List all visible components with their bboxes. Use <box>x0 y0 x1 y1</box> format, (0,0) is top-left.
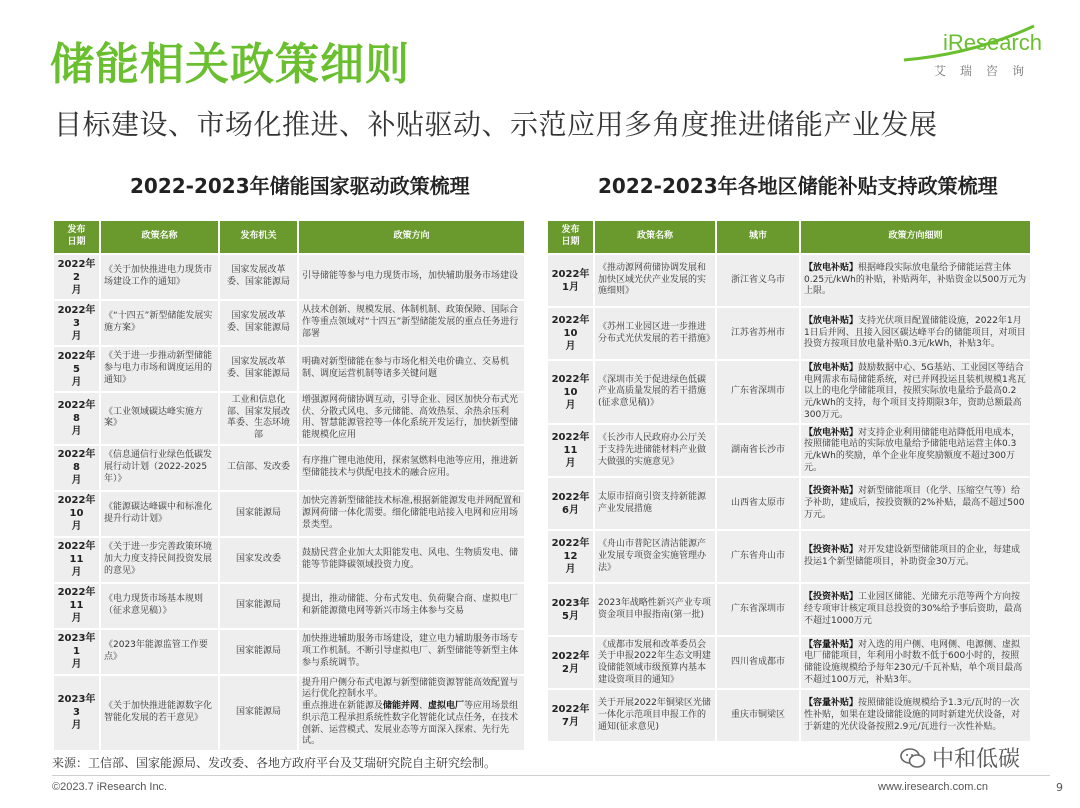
subsidy-type-tag: 【投资补贴】 <box>804 592 859 603</box>
date-cell: 2022年2月 <box>548 637 593 688</box>
date-cell: 2022年8 月 <box>54 446 99 490</box>
issuer-cell: 国家能源局 <box>220 630 297 674</box>
city-cell: 山西省太原市 <box>717 478 799 529</box>
city-cell: 浙江省义乌市 <box>717 255 799 306</box>
table-row <box>548 584 1030 635</box>
page-title: 储能相关政策细则 <box>50 39 410 90</box>
direction-cell: 鼓励民营企业加大太阳能发电、风电、生物质发电、储能等节能降碳领域投资力度。 <box>299 538 524 582</box>
policy-name-cell: 《推动源网荷储协调发展和加快区域光伏产业发展的实施细则》 <box>595 255 715 306</box>
issuer-cell: 国家发展改革委、国家能源局 <box>220 255 297 299</box>
table-row <box>54 446 524 490</box>
city-cell: 湖南省长沙市 <box>717 425 799 476</box>
direction-cell <box>801 308 1030 359</box>
watermark-text: 中和低碳 <box>932 747 1021 772</box>
header-city: 城市 <box>717 221 799 253</box>
footer-divider <box>52 775 1050 776</box>
policy-name-cell: 《苏州工业园区进一步推进分布式光伏发展的若干措施》 <box>595 308 715 359</box>
direction-text: 对开发建设新型储能项目的企业，每建成投运1个新型储能项目，补助资金30万元。 <box>804 545 1021 567</box>
table-row <box>54 492 524 536</box>
subsidy-type-tag: 【放电补贴】 <box>804 262 859 273</box>
table-row <box>54 255 524 299</box>
table-row <box>548 637 1030 688</box>
page-subtitle: 目标建设、市场化推进、补贴驱动、示范应用多角度推进储能产业发展 <box>54 108 938 141</box>
source-note: 来源：工信部、国家能源局、发改委、各地方政府平台及艾瑞研究院自主研究绘制。 <box>52 756 497 770</box>
policy-name-cell: 《关于加快推进电力现货市场建设工作的通知》 <box>101 255 218 299</box>
date-cell: 2023年5月 <box>548 584 593 635</box>
subsidy-type-tag: 【容量补贴】 <box>804 698 859 709</box>
national-policy-table <box>52 219 526 752</box>
direction-text: 等应用场景组织示范工程承担系统性数字化智能化试点任务，在技术创新、运营模式、发展业态等方面深入探索、先行先试。 <box>302 701 519 747</box>
date-cell: 2023年3 月 <box>54 676 99 750</box>
direction-cell <box>801 361 1030 423</box>
direction-text: 对入选的用户侧、电网侧、电源侧、虚拟电厂储能项目，年利用小时数不低于600小时的，按照储能设施规模给予每年230元/千瓦补贴，单个项目最高不超过100万元，补贴3年。 <box>804 639 1023 685</box>
table-row <box>548 690 1030 741</box>
policy-name-cell: 关于开展2022年铜梁区光储一体化示范项目申报工作的通知(征求意见) <box>595 690 715 741</box>
issuer-cell: 国家能源局 <box>220 676 297 750</box>
direction-cell <box>801 425 1030 476</box>
policy-name-cell: 《工业领域碳达峰实施方案》 <box>101 393 218 444</box>
table-row <box>548 478 1030 529</box>
website: www.iresearch.com.cn <box>878 781 989 793</box>
subsidy-type-tag: 【投资补贴】 <box>804 486 859 497</box>
direction-cell: 从技术创新、规模发展、体制机制、政策保障、国际合作等重点领域对“十四五”新型储能发展的重点任务进行部署 <box>299 301 524 345</box>
issuer-cell: 工业和信息化部、国家发展改革委、生态环境部 <box>220 393 297 444</box>
city-cell: 广东省深圳市 <box>717 361 799 423</box>
direction-cell <box>801 531 1030 582</box>
table-row <box>548 255 1030 306</box>
direction-text: 提升用户侧分布式电源与新型储能资源智能高效配置与运行优化控制水平。 重点推进在新能源及 <box>302 677 519 712</box>
direction-cell <box>801 255 1030 306</box>
date-cell: 2022年11 月 <box>54 538 99 582</box>
table-row <box>54 393 524 444</box>
header-issuer: 发布机关 <box>220 221 297 253</box>
copyright: ©2023.7 iResearch Inc. <box>52 781 168 793</box>
policy-name-cell: 《2023年能源监管工作要点》 <box>101 630 218 674</box>
date-cell: 2022年10 月 <box>548 361 593 423</box>
logo-cn: 艾瑞咨询 <box>933 64 1038 78</box>
right-section-title: 2022-2023年各地区储能补贴支持政策梳理 <box>598 174 998 198</box>
direction-cell: 增强源网荷储协调互动，引导企业、园区加快分布式光伏、分散式风电、多元储能、高效热泵、余热余压利用、智慧能源管控等一体化系统开发运行，加快新型储能规模化应用 <box>299 393 524 444</box>
city-cell: 重庆市铜梁区 <box>717 690 799 741</box>
policy-name-cell: 太原市招商引资支持新能源产业发展措施 <box>595 478 715 529</box>
table-row <box>548 531 1030 582</box>
direction-text: 根据峰段实际放电量给予储能运营主体0.25元/kWh的补贴，补贴两年，补贴资金以500万元为上限。 <box>804 262 1027 297</box>
policy-name-cell: 《成都市发展和改革委员会关于申报2022年生态文明建设储能领域市级预算内基本建设资项目的通知》 <box>595 637 715 688</box>
date-cell: 2022年2 月 <box>54 255 99 299</box>
date-cell: 2022年6月 <box>548 478 593 529</box>
direction-cell <box>801 690 1030 741</box>
policy-name-cell: 《能源碳达峰碳中和标准化提升行动计划》 <box>101 492 218 536</box>
issuer-cell: 工信部、发改委 <box>220 446 297 490</box>
table-row <box>54 676 524 750</box>
table-row <box>54 630 524 674</box>
direction-cell <box>299 676 524 750</box>
issuer-cell: 国家发改委 <box>220 538 297 582</box>
policy-name-cell: 《电力现货市场基本规则（征求意见稿）》 <box>101 584 218 628</box>
direction-cell: 提出，推动储能、分布式发电、负荷聚合商、虚拟电厂和新能源微电网等新兴市场主体参与交易 <box>299 584 524 628</box>
direction-highlight: 储能并网 <box>383 701 420 712</box>
direction-text: 鼓励数据中心、5G基站、工业园区等结合电网需求布局储能系统，对已并网投运且装机规模1兆瓦以上的电化学储能项目，按照实际放电量给予最高0.2元/kWh的支持，每个项目支持期限3年，资助总额最高300万元。 <box>804 363 1026 420</box>
direction-text: 按照储能设施规模给予1.3元/瓦时的一次性补贴，如果在建设储能设施的同时新建光伏设备，对于新建的光伏设备按照2.9元/瓦进行一次性补贴。 <box>804 698 1021 732</box>
issuer-cell: 国家发展改革委、国家能源局 <box>220 301 297 345</box>
date-cell: 2022年11 月 <box>548 425 593 476</box>
wechat-icon <box>900 747 926 769</box>
left-section-title: 2022-2023年储能国家驱动政策梳理 <box>130 174 470 198</box>
subsidy-type-tag: 【放电补贴】 <box>804 427 859 438</box>
policy-name-cell: 《深圳市关于促进绿色低碳产业高质量发展的若干措施(征求意见稿)》 <box>595 361 715 423</box>
issuer-cell: 国家能源局 <box>220 584 297 628</box>
policy-name-cell: 2023年战略性新兴产业专项资金项目申报指南(第一批) <box>595 584 715 635</box>
direction-cell: 加快完善新型储能技术标准,根据新能源发电并网配置和源网荷储一体化需要。细化储能电站接入电网和应用场景类型。 <box>299 492 524 536</box>
direction-cell <box>801 637 1030 688</box>
date-cell: 2022年10 月 <box>54 492 99 536</box>
direction-text: 支持光伏项目配置储能设施，2022年1月1日后并网、且接入园区碳达峰平台的储能项目，对项目投资方按项目放电量补贴0.3元/kWh，补贴3年。 <box>804 315 1026 350</box>
logo-brand: iResearch <box>942 30 1042 55</box>
date-cell: 2022年8 月 <box>54 393 99 444</box>
date-cell: 2022年11 月 <box>54 584 99 628</box>
table-row <box>54 347 524 391</box>
city-cell: 江苏省苏州市 <box>717 308 799 359</box>
direction-text: 对支持企业利用储能电站降低用电成本，按照储能电站的实际放电量给予储能电站运营主体0.3元/kWh的奖励，单个企业年度奖励额度不超过300万元。 <box>804 427 1021 473</box>
table-row <box>548 361 1030 423</box>
table-row <box>54 538 524 582</box>
page-number: 9 <box>1056 781 1063 794</box>
policy-name-cell: 《关于进一步完善政策环境加大力度支持民间投资发展的意见》 <box>101 538 218 582</box>
city-cell: 四川省成都市 <box>717 637 799 688</box>
date-cell: 2022年3 月 <box>54 301 99 345</box>
date-cell: 2022年7月 <box>548 690 593 741</box>
policy-name-cell: 《信息通信行业绿色低碳发展行动计划（2022-2025年）》 <box>101 446 218 490</box>
header-direction: 政策方向 <box>299 221 524 253</box>
direction-cell: 明确对新型储能在参与市场化相关电价确立、交易机制、调度运营机制等诸多关键问题 <box>299 347 524 391</box>
policy-name-cell: 《关于加快推进能源数字化智能化发展的若干意见》 <box>101 676 218 750</box>
policy-name-cell: 《舟山市普陀区清洁能源产业发展专项资金实施管理办法》 <box>595 531 715 582</box>
date-cell: 2022年10 月 <box>548 308 593 359</box>
policy-name-cell: 《“十四五”新型储能发展实施方案》 <box>101 301 218 345</box>
direction-text: 工业园区储能、光储充示范等两个方向按经专项审计核定项目总投资的30%给予事后资助，最高不超过1000万元 <box>804 592 1023 626</box>
subsidy-type-tag: 【投资补贴】 <box>804 545 859 556</box>
direction-cell <box>801 584 1030 635</box>
iresearch-logo <box>896 22 1046 92</box>
direction-highlight: 虚拟电厂 <box>428 701 465 712</box>
date-cell: 2022年5 月 <box>54 347 99 391</box>
city-cell: 广东省深圳市 <box>717 584 799 635</box>
table-row <box>54 301 524 345</box>
date-cell: 2023年1 月 <box>54 630 99 674</box>
policy-name-cell: 《长沙市人民政府办公厅关于支持先进储能材料产业做大做强的实施意见》 <box>595 425 715 476</box>
subsidy-type-tag: 【放电补贴】 <box>804 363 859 373</box>
direction-text: 对新型储能项目（化学、压缩空气等）给予补助，建成后，按投资额的2%补贴，最高不超过500万元。 <box>804 486 1025 520</box>
direction-cell <box>801 478 1030 529</box>
header-date: 发布 日期 <box>54 221 99 253</box>
regional-subsidy-table <box>546 219 1032 743</box>
header-date: 发布 日期 <box>548 221 593 253</box>
city-cell: 广东省舟山市 <box>717 531 799 582</box>
date-cell: 2022年12 月 <box>548 531 593 582</box>
issuer-cell: 国家发展改革委、国家能源局 <box>220 347 297 391</box>
header-direction-detail: 政策方向细则 <box>801 221 1030 253</box>
table-row <box>54 584 524 628</box>
policy-name-cell: 《关于进一步推动新型储能参与电力市场和调度运用的通知》 <box>101 347 218 391</box>
direction-text: 、 <box>419 701 429 712</box>
date-cell: 2022年1月 <box>548 255 593 306</box>
table-row <box>548 308 1030 359</box>
header-policy-name: 政策名称 <box>595 221 715 253</box>
issuer-cell: 国家能源局 <box>220 492 297 536</box>
header-policy-name: 政策名称 <box>101 221 218 253</box>
table-row <box>548 425 1030 476</box>
direction-cell: 加快推进辅助服务市场建设，建立电力辅助服务市场专项工作机制。不断引导虚拟电厂、新型储能等新型主体参与系统调节。 <box>299 630 524 674</box>
subsidy-type-tag: 【放电补贴】 <box>804 315 859 326</box>
direction-cell: 有序推广锂电池使用，探索氢燃料电池等应用，推进新型储能技术与供配电技术的融合应用。 <box>299 446 524 490</box>
subsidy-type-tag: 【容量补贴】 <box>804 639 859 650</box>
direction-cell: 引导储能等参与电力现货市场，加快辅助服务市场建设 <box>299 255 524 299</box>
wechat-watermark <box>900 742 1020 773</box>
